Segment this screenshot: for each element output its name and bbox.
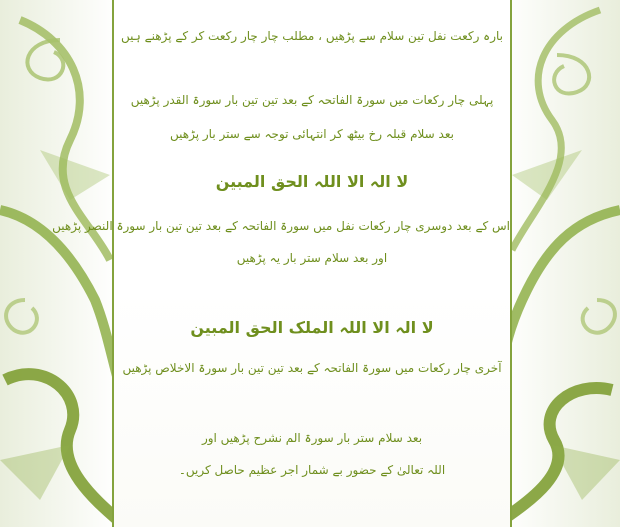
line-5: اور بعد سلام ستر بار یہ پڑھیں xyxy=(236,251,388,265)
line-8: اللہ تعالیٰ کے حضور بے شمار اجر عظیم حاصل کریں۔ xyxy=(178,463,446,477)
line-3: بعد سلام قبلہ رخ بیٹھ کر انتہائی توجہ سے ستر بار پڑھیں xyxy=(170,127,454,141)
line-4: اس کے بعد دوسری چار رکعات نفل میں سورۃ الفاتحہ کے بعد تین تین بار سورۃ النصر پڑھیں xyxy=(52,219,510,233)
right-floral-decoration xyxy=(502,0,620,527)
left-swirl-art xyxy=(0,0,118,527)
heading-2: لا الہ الا اللہ الملک الحق المبین xyxy=(190,318,434,337)
line-7: بعد سلام ستر بار سورۃ الم نشرح پڑھیں اور xyxy=(201,431,423,445)
line-1: بارہ رکعت نفل تین سلام سے پڑھیں ، مطلب چار چار رکعت کر کے پڑھنے ہیں xyxy=(120,29,503,43)
line-6: آخری چار رکعات میں سورۃ الفاتحہ کے بعد تین تین بار سورۃ الاخلاص پڑھیں xyxy=(122,361,502,375)
left-floral-decoration xyxy=(0,0,118,527)
text-panel xyxy=(52,0,512,527)
right-swirl-art xyxy=(502,0,620,527)
line-2: پہلی چار رکعات میں سورۃ الفاتحہ کے بعد تین تین بار سورۃ القدر پڑھیں xyxy=(130,93,494,107)
heading-1: لا الہ الا اللہ الحق المبین xyxy=(215,172,409,191)
